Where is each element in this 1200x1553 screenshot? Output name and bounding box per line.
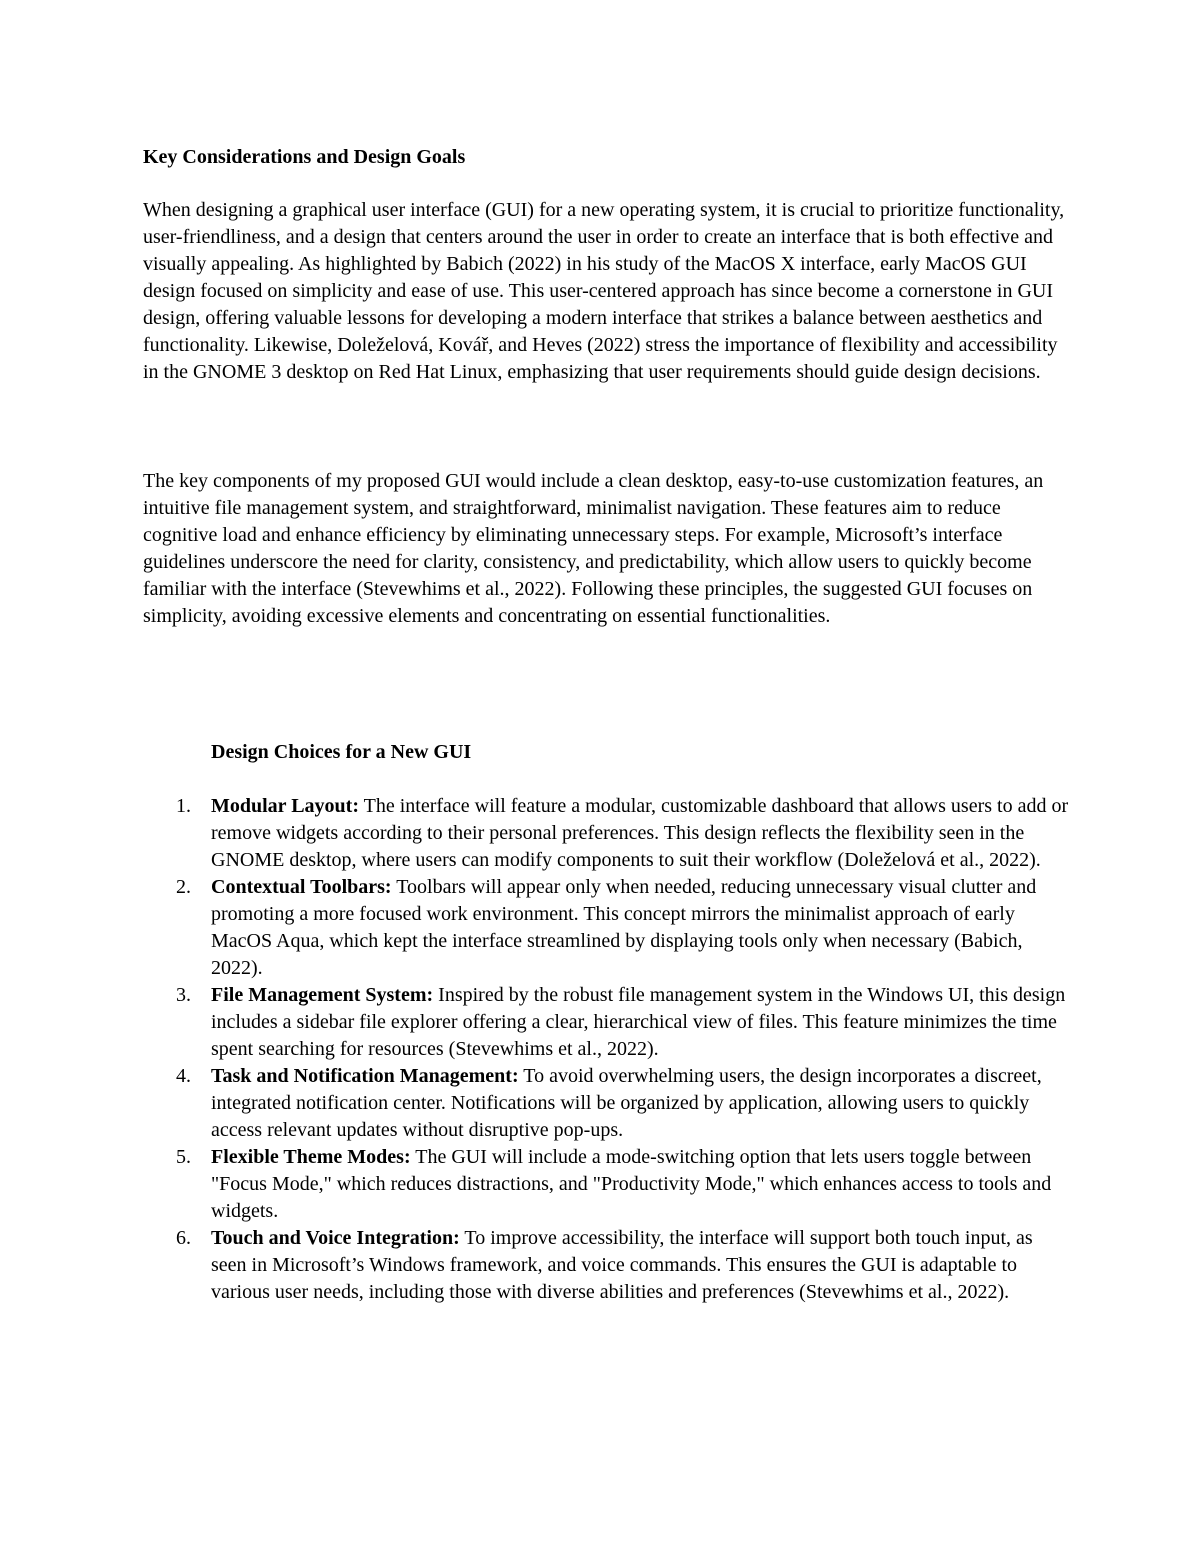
list-item-text: To avoid overwhelming users, the design incorporates a discreet, integrated notification center. Notifications will be organized by application, allowing users to quickly access relevant updates without disruptive pop-ups.: [211, 1065, 1042, 1141]
list-item-text: The GUI will include a mode-switching option that lets users toggle between "Focus Mode," which reduces distractions, and "Productivity Mode," which enhances access to tools and widgets.: [211, 1146, 1052, 1222]
list-item: [143, 874, 1073, 982]
section-heading: Key Considerations and Design Goals: [143, 146, 466, 168]
list-item: [143, 1144, 1073, 1225]
list-item-term: Flexible Theme Modes:: [211, 1146, 411, 1168]
list-item-term: File Management System:: [211, 984, 434, 1006]
list-item-number: 4.: [176, 1065, 191, 1087]
list-item-term: Task and Notification Management:: [211, 1065, 519, 1087]
list-item-text: The interface will feature a modular, customizable dashboard that allows users to add or remove widgets according to their personal preferences. This design reflects the flexibility seen in the GNOME desktop, where users can modify components to suit their workflow (Doleželová et al., 2022).: [211, 795, 1069, 871]
list-item-term: Touch and Voice Integration:: [211, 1227, 460, 1249]
list-item-number: 1.: [176, 795, 191, 817]
paragraph-intro: When designing a graphical user interface (GUI) for a new operating system, it is crucial to prioritize functionality, user-friendliness, and a design that centers around the user in order to create an interface that is both effective and visually appealing. As highlighted by Babich (2022) in his study of the MacOS X interface, early MacOS GUI design focused on simplicity and ease of use. This user-centered approach has since become a cornerstone in GUI design, offering valuable lessons for developing a modern interface that strikes a balance between aesthetics and functionality. Likewise, Doleželová, Kovář, and Heves (2022) stress the importance of flexibility and accessibility in the GNOME 3 desktop on Red Hat Linux, emphasizing that user requirements should guide design decisions.: [143, 199, 1065, 383]
list-item-text: Toolbars will appear only when needed, reducing unnecessary visual clutter and promoting a more focused work environment. This concept mirrors the minimalist approach of early MacOS Aqua, which kept the interface streamlined by displaying tools only when necessary (Babich, 2022).: [211, 876, 1037, 979]
list-item-number: 5.: [176, 1146, 191, 1168]
list-item-term: Contextual Toolbars:: [211, 876, 392, 898]
list-item: [143, 1225, 1073, 1306]
list-item-number: 3.: [176, 984, 191, 1006]
subsection-heading: Design Choices for a New GUI: [211, 741, 472, 763]
list-item: [143, 1063, 1073, 1144]
list-item: [143, 793, 1073, 874]
list-item-text: To improve accessibility, the interface will support both touch input, as seen in Microsoft’s Windows framework, and voice commands. This ensures the GUI is adaptable to various user needs, including those with diverse abilities and preferences (Stevewhims et al., 2022).: [211, 1227, 1033, 1303]
list-item: [143, 982, 1073, 1063]
list-item-term: Modular Layout:: [211, 795, 359, 817]
list-item-number: 6.: [176, 1227, 191, 1249]
list-item-number: 2.: [176, 876, 191, 898]
design-choices-list: [143, 793, 1073, 1306]
paragraph-components: The key components of my proposed GUI would include a clean desktop, easy-to-use customization features, an intuitive file management system, and straightforward, minimalist navigation. These features aim to reduce cognitive load and enhance efficiency by eliminating unnecessary steps. For example, Microsoft’s interface guidelines underscore the need for clarity, consistency, and predictability, which allow users to quickly become familiar with the interface (Stevewhims et al., 2022). Following these principles, the suggested GUI focuses on simplicity, avoiding excessive elements and concentrating on essential functionalities.: [143, 470, 1044, 627]
list-item-text: Inspired by the robust file management system in the Windows UI, this design includes a sidebar file explorer offering a clear, hierarchical view of files. This feature minimizes the time spent searching for resources (Stevewhims et al., 2022).: [211, 984, 1066, 1060]
